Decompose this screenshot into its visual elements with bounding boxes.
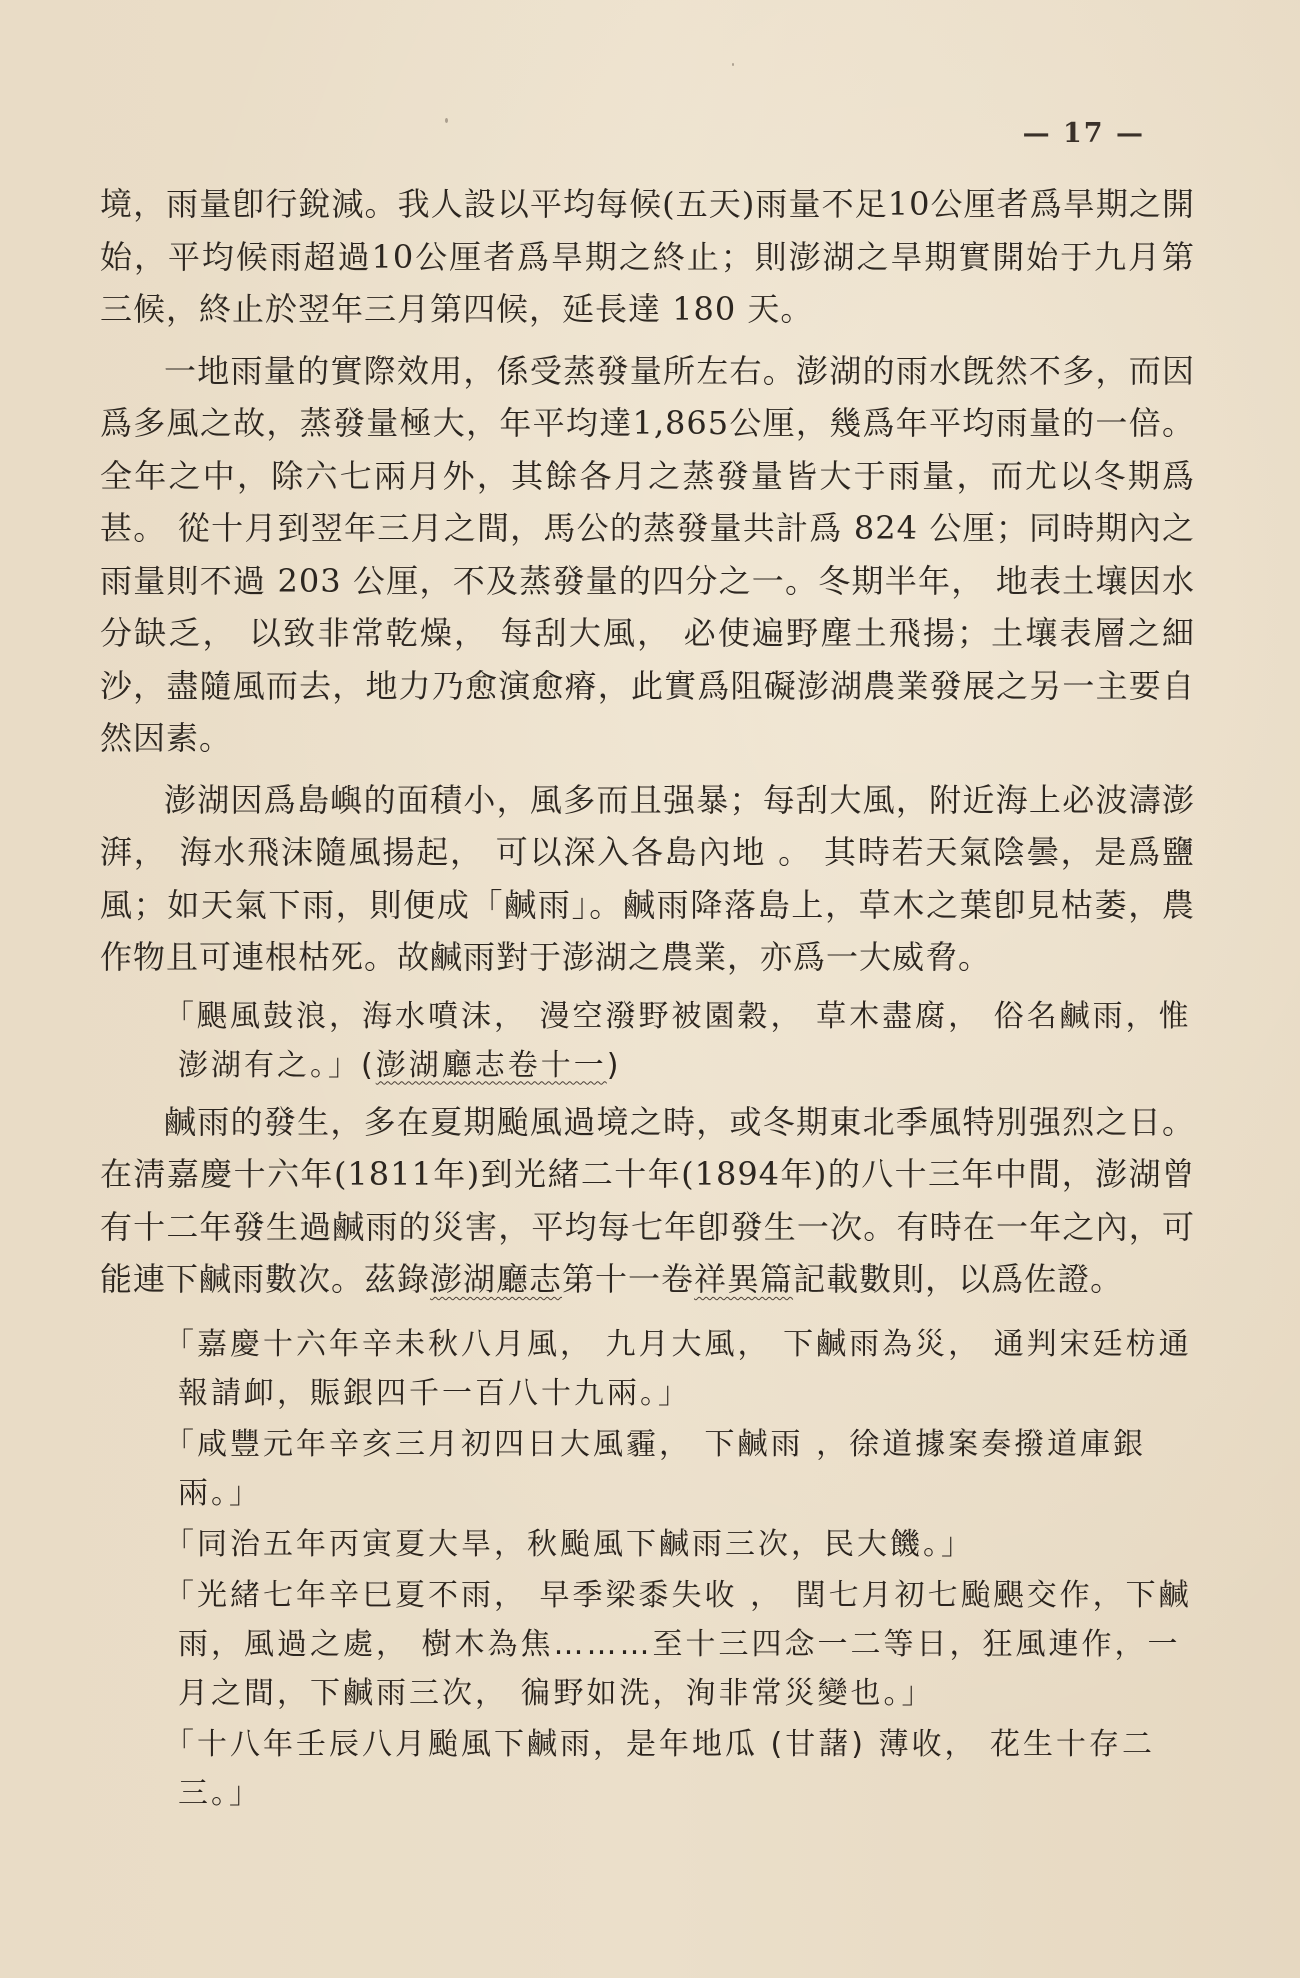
paragraph-drought-period: 境，雨量卽行銳減。我人設以平均每候(五天)雨量不足10公厘者爲旱期之開始，平均候雨超過10公厘者爲旱期之終止；則澎湖之旱期實開始于九月第三候，終止於翌年三月第四候，延長達 180 天。	[100, 185, 1195, 328]
quote-source: 澎湖廳志卷十一	[375, 1047, 607, 1083]
paragraph-text-end: 記載數則，以爲佐證。	[793, 1260, 1124, 1298]
paragraph-text-volume: 第十一卷	[562, 1260, 695, 1298]
record-tongzhi-5: 「同治五年丙寅夏大旱，秋颱風下鹹雨三次，民大饑。」	[164, 1526, 974, 1562]
quote-text: 「颶風鼓浪，海水噴沫， 漫空潑野被園穀， 草木盡腐， 俗名鹹雨，惟澎湖有之。」(	[164, 998, 1192, 1083]
paragraph-salt-rain-history	[100, 1096, 1195, 1306]
quote-close: )	[606, 1047, 622, 1083]
paper-speck	[732, 63, 734, 66]
source-title-gazetteer: 澎湖廳志	[430, 1260, 563, 1298]
record-jiaqing-16: 「嘉慶十六年辛未秋八月風， 九月大風， 下鹹雨為災， 通判宋廷枋通報請卹，賑銀四千一百八十九兩。」	[164, 1326, 1192, 1411]
paper-speck	[445, 118, 448, 123]
source-title-chapter: 祥異篇	[694, 1260, 794, 1298]
body-text	[100, 178, 1195, 1820]
record-xianfeng-1: 「咸豐元年辛亥三月初四日大風霾， 下鹹雨 ，徐道據案奏撥道庫銀兩。」	[164, 1426, 1147, 1511]
page-number: — 17 —	[1022, 118, 1145, 149]
paragraph-salt-rain: 澎湖因爲島嶼的面積小，風多而且强暴；每刮大風，附近海上必波濤澎湃， 海水飛沫隨風揚起， 可以深入各島內地 。 其時若天氣陰曇，是爲鹽風；如天氣下雨，則便成「鹹雨」。鹹雨降落島上，草木之葉卽見枯萎，農作物且可連根枯死。故鹹雨對于澎湖之農業，亦爲一大威脅。	[100, 780, 1195, 976]
record-guangxu-7: 「光緒七年辛巳夏不雨， 早季梁黍失收 ， 閏七月初七颱颶交作，下鹹雨，風過之處， 樹木為焦………至十三四念一二等日，狂風連作，一月之間，下鹹雨三次， 徧野如洗，洵非常災變也。」	[164, 1577, 1192, 1711]
paragraph-evaporation: 一地雨量的實際效用，係受蒸發量所左右。澎湖的雨水旣然不多，而因爲多風之故，蒸發量極大，年平均達1,865公厘，幾爲年平均雨量的一倍。全年之中，除六七兩月外，其餘各月之蒸發量皆大于雨量，而尤以冬期爲甚。 從十月到翌年三月之間，馬公的蒸發量共計爲 824 公厘；同時期內之雨量則不過 203 公厘，不及蒸發量的四分之一。冬期半年， 地表土壤因水分缺乏， 以致非常乾燥， 每刮大風， 必使遍野塵土飛揚；土壤表層之細沙，盡隨風而去，地力乃愈演愈瘠，此實爲阻礙澎湖農業發展之另一主要自然因素。	[100, 351, 1195, 757]
quote-gazetteer	[164, 992, 1195, 1090]
record-guangxu-18: 「十八年壬辰八月颱風下鹹雨，是年地瓜 (甘藷) 薄收， 花生十存二三。」	[164, 1726, 1156, 1811]
paragraph-text: 鹹雨的發生，多在夏期颱風過境之時，或冬期東北季風特別强烈之日。在淸嘉慶十六年(1811年)到光緒二十年(1894年)的八十三年中間，澎湖曾有十二年發生過鹹雨的災害，平均每七年卽發生一次。有時在一年之內，可能連下鹹雨數次。茲錄	[100, 1102, 1195, 1298]
